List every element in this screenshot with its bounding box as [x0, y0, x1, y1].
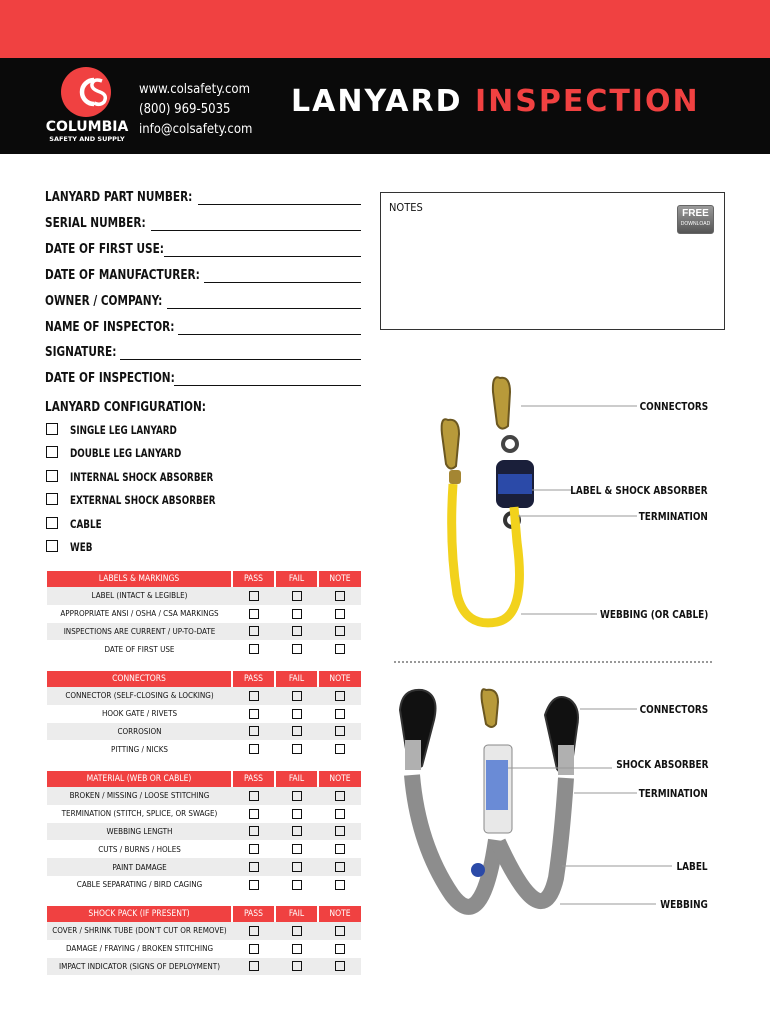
col-note: NOTE: [318, 906, 361, 922]
badge-download: DOWNLOAD: [680, 221, 711, 227]
item-label: HOOK GATE / RIVETS: [47, 705, 232, 723]
item-label: BROKEN / MISSING / LOOSE STITCHING: [47, 787, 232, 805]
item-label: COVER / SHRINK TUBE (DON'T CUT OR REMOVE): [47, 922, 232, 940]
email-link[interactable]: info@colsafety.com: [139, 122, 253, 137]
label-shock-absorber-single: LABEL & SHOCK ABSORBER: [570, 484, 708, 497]
col-fail: FAIL: [275, 771, 318, 787]
col-fail: FAIL: [275, 571, 318, 587]
field-part-number: LANYARD PART NUMBER:: [45, 190, 193, 205]
field-date-manufacturer: DATE OF MANUFACTURER:: [45, 268, 200, 283]
item-label: LABEL (INTACT & LEGIBLE): [47, 587, 232, 605]
item-label: DAMAGE / FRAYING / BROKEN STITCHING: [47, 940, 232, 958]
label-shock-absorber-double: SHOCK ABSORBER: [615, 758, 708, 771]
section-title: CONNECTORS: [47, 671, 232, 687]
field-date-first-use: DATE OF FIRST USE:: [45, 242, 164, 257]
item-label: IMPACT INDICATOR (SIGNS OF DEPLOYMENT): [47, 958, 232, 976]
logo-tagline: SAFETY AND SUPPLY: [49, 135, 125, 143]
single-leg-lanyard-image: [442, 377, 534, 623]
option-label: WEB: [70, 540, 93, 554]
item-label: APPROPRIATE ANSI / OSHA / CSA MARKINGS: [47, 605, 232, 623]
col-pass: PASS: [232, 571, 275, 587]
double-leg-lanyard-image: [400, 689, 578, 907]
item-label: INSPECTIONS ARE CURRENT / UP-TO-DATE: [47, 623, 232, 641]
col-pass: PASS: [232, 906, 275, 922]
label-termination-double: TERMINATION: [638, 787, 708, 800]
title-word-lanyard: LANYARD: [291, 84, 463, 119]
col-note: NOTE: [318, 771, 361, 787]
item-label: WEBBING LENGTH: [47, 823, 232, 841]
notes-label: NOTES: [389, 201, 423, 214]
option-label: INTERNAL SHOCK ABSORBER: [70, 470, 214, 484]
field-serial-number: SERIAL NUMBER:: [45, 216, 146, 231]
col-fail: FAIL: [275, 906, 318, 922]
option-label: CABLE: [70, 517, 102, 531]
configuration-title: LANYARD CONFIGURATION:: [45, 400, 207, 415]
col-pass: PASS: [232, 771, 275, 787]
label-webbing-single: WEBBING (OR CABLE): [599, 608, 708, 621]
label-label-double: LABEL: [676, 860, 708, 873]
field-signature: SIGNATURE:: [45, 345, 117, 360]
badge-free: FREE: [682, 208, 709, 219]
col-note: NOTE: [318, 571, 361, 587]
col-pass: PASS: [232, 671, 275, 687]
label-webbing-double: WEBBING: [660, 898, 708, 911]
option-label: SINGLE LEG LANYARD: [70, 423, 177, 437]
section-title: SHOCK PACK (IF PRESENT): [47, 906, 232, 922]
website-link[interactable]: www.colsafety.com: [139, 82, 250, 97]
phone-number: (800) 969-5035: [139, 102, 231, 117]
label-connectors-double: CONNECTORS: [639, 703, 708, 716]
logo-wordmark: COLUMBIA: [45, 119, 129, 135]
item-label: CUTS / BURNS / HOLES: [47, 840, 232, 858]
section-title: MATERIAL (WEB OR CABLE): [47, 771, 232, 787]
double-leg-leader-lines: [508, 709, 672, 904]
field-date-inspection: DATE OF INSPECTION:: [45, 371, 175, 386]
option-label: EXTERNAL SHOCK ABSORBER: [70, 493, 216, 507]
field-inspector-name: NAME OF INSPECTOR:: [45, 320, 175, 335]
item-label: CABLE SEPARATING / BIRD CAGING: [47, 876, 232, 894]
label-termination-single: TERMINATION: [638, 510, 708, 523]
option-label: DOUBLE LEG LANYARD: [70, 446, 182, 460]
item-label: DATE OF FIRST USE: [47, 640, 232, 658]
section-divider: [394, 661, 712, 663]
col-fail: FAIL: [275, 671, 318, 687]
col-note: NOTE: [318, 671, 361, 687]
item-label: PITTING / NICKS: [47, 740, 232, 758]
section-title: LABELS & MARKINGS: [47, 571, 232, 587]
field-owner-company: OWNER / COMPANY:: [45, 294, 163, 309]
item-label: CONNECTOR (SELF-CLOSING & LOCKING): [47, 687, 232, 705]
single-leg-leader-lines: [518, 406, 637, 614]
item-label: PAINT DAMAGE: [47, 858, 232, 876]
title-word-inspection: INSPECTION: [474, 84, 700, 119]
item-label: CORROSION: [47, 723, 232, 741]
label-connectors-single: CONNECTORS: [639, 400, 708, 413]
item-label: TERMINATION (STITCH, SPLICE, OR SWAGE): [47, 805, 232, 823]
